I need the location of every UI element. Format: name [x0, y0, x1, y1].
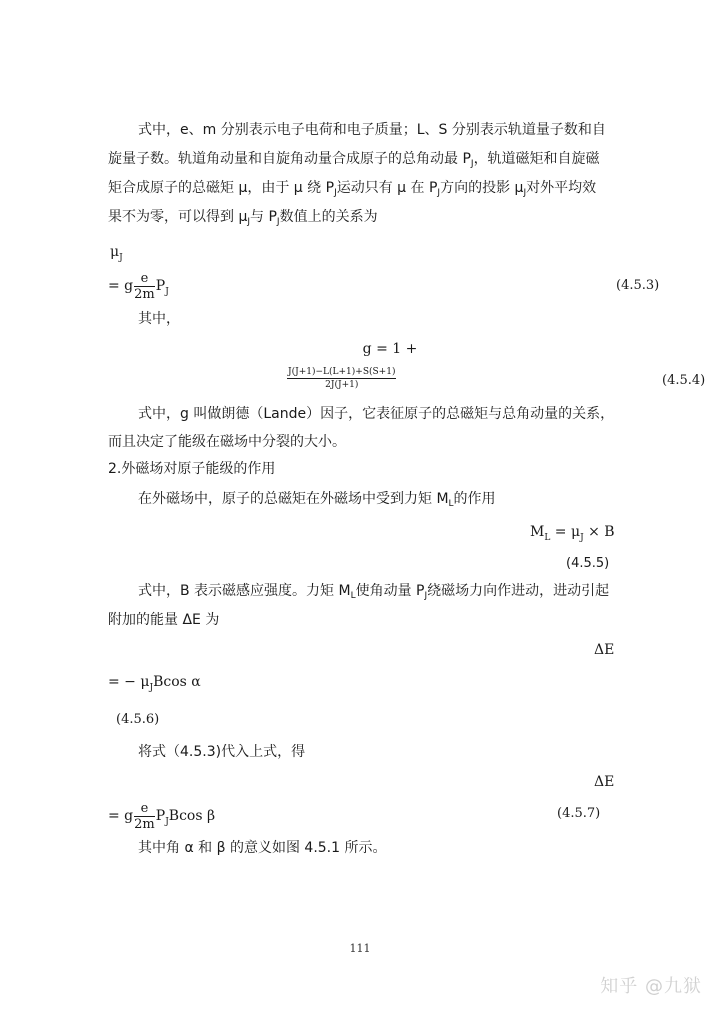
equation-mu-j: [110, 238, 123, 269]
text-run: 使角动量 P: [355, 583, 425, 599]
subscript: J: [149, 683, 154, 693]
subscript: L: [350, 591, 356, 601]
subscript: J: [424, 591, 428, 601]
symbol-m: M: [530, 524, 545, 540]
equation-delta-e: ΔE: [594, 774, 615, 790]
symbol-p: P: [155, 278, 166, 294]
paragraph-line: 将式（4.5.3)代入上式，得: [138, 744, 306, 760]
text-run: 对外平均效: [526, 180, 597, 196]
watermark: 知乎 @九狱: [600, 976, 702, 997]
paragraph-line: 式中，e、m 分别表示电子电荷和电子质量；L、S 分别表示轨道量子数和自: [138, 122, 606, 138]
text-run: 的作用: [453, 491, 496, 507]
paragraph-line: [108, 174, 596, 205]
text-run: 旋量子数。轨道角动量和自旋角动量合成原子的总角动最 P: [108, 151, 471, 167]
paragraph-line: 附加的能量 ΔE 为: [108, 612, 220, 628]
subscript: L: [448, 499, 454, 509]
text-run: 在外磁场中，原子的总磁矩在外磁场中受到力矩 M: [138, 491, 449, 507]
subscript: J: [437, 188, 441, 198]
equation-4-5-3: [108, 270, 169, 304]
subscript: J: [334, 188, 337, 198]
subscript: J: [580, 533, 584, 543]
text-run: 式中，B 表示磁感应强度。力矩 M: [138, 583, 351, 599]
subscript: L: [544, 533, 551, 543]
paragraph-line: 其中，: [138, 311, 180, 327]
equation-text: Bcos β: [168, 808, 216, 824]
equation-lhs: = g: [108, 278, 134, 294]
fraction-numerator: e: [134, 801, 155, 817]
text-run: 方向的投影 μ: [440, 180, 524, 196]
subscript: J: [247, 217, 251, 227]
subscript: J: [470, 159, 474, 169]
equation-4-5-4-top: g = 1 +: [362, 341, 418, 357]
subscript: J: [119, 253, 123, 263]
paragraph-line: [138, 577, 609, 608]
equation-text: = μ: [550, 524, 581, 540]
text-run: 运动只有 μ 在 P: [336, 180, 438, 196]
text-run: 数值上的关系为: [279, 209, 378, 225]
equation-number: (4.5.3): [616, 278, 660, 293]
paragraph-line: 其中角 α 和 β 的意义如图 4.5.1 所示。: [138, 840, 387, 856]
fraction: [134, 801, 155, 832]
equation-number: (4.5.5): [566, 556, 610, 571]
subscript: J: [523, 188, 527, 198]
equation-number: (4.5.6): [116, 712, 160, 727]
subscript: J: [165, 817, 169, 827]
section-heading: 2.外磁场对原子能级的作用: [108, 461, 276, 477]
equation-number: (4.5.7): [557, 806, 601, 821]
equation-lhs: = g: [108, 808, 134, 824]
equation-4-5-6: [108, 668, 201, 699]
text-run: ，轨道磁矩和自旋磁: [473, 151, 600, 167]
paragraph-line: 式中，g 叫做朗德（Lande）因子，它表征原子的总磁矩与总角动量的关系，: [138, 406, 615, 422]
paragraph-line: [108, 145, 600, 176]
symbol-mu: μ: [110, 244, 120, 260]
fraction-denominator: 2m: [134, 286, 155, 302]
equation-4-5-4-fraction: [287, 366, 396, 391]
equation-delta-e: ΔE: [594, 642, 615, 658]
equation-4-5-5: [530, 518, 615, 549]
fraction-numerator: J(J+1)−L(L+1)+S(S+1): [288, 367, 396, 377]
subscript: J: [276, 217, 280, 227]
paragraph-line: [138, 485, 496, 516]
text-run: 绕磁场力向作进动，进动引起: [427, 583, 610, 599]
equation-4-5-7: [108, 800, 215, 834]
fraction: [134, 271, 155, 302]
subscript: J: [165, 287, 169, 297]
equation-text: × B: [583, 524, 615, 540]
text-run: 矩合成原子的总磁矩 μ，由于 μ 绕 P: [108, 180, 335, 196]
fraction-numerator: e: [134, 271, 155, 287]
fraction-denominator: 2J(J+1): [325, 380, 359, 390]
page-number: 111: [349, 942, 371, 955]
equation-number: (4.5.4): [662, 373, 706, 388]
paragraph-line: [108, 203, 378, 234]
fraction-denominator: 2m: [134, 816, 155, 832]
symbol-p: P: [155, 808, 166, 824]
text-run: 与 P: [250, 209, 277, 225]
paragraph-line: 而且决定了能级在磁场中分裂的大小。: [108, 434, 346, 450]
equation-lhs: = − μ: [108, 674, 150, 690]
equation-text: Bcos α: [153, 674, 201, 690]
text-run: 果不为零，可以得到 μ: [108, 209, 248, 225]
